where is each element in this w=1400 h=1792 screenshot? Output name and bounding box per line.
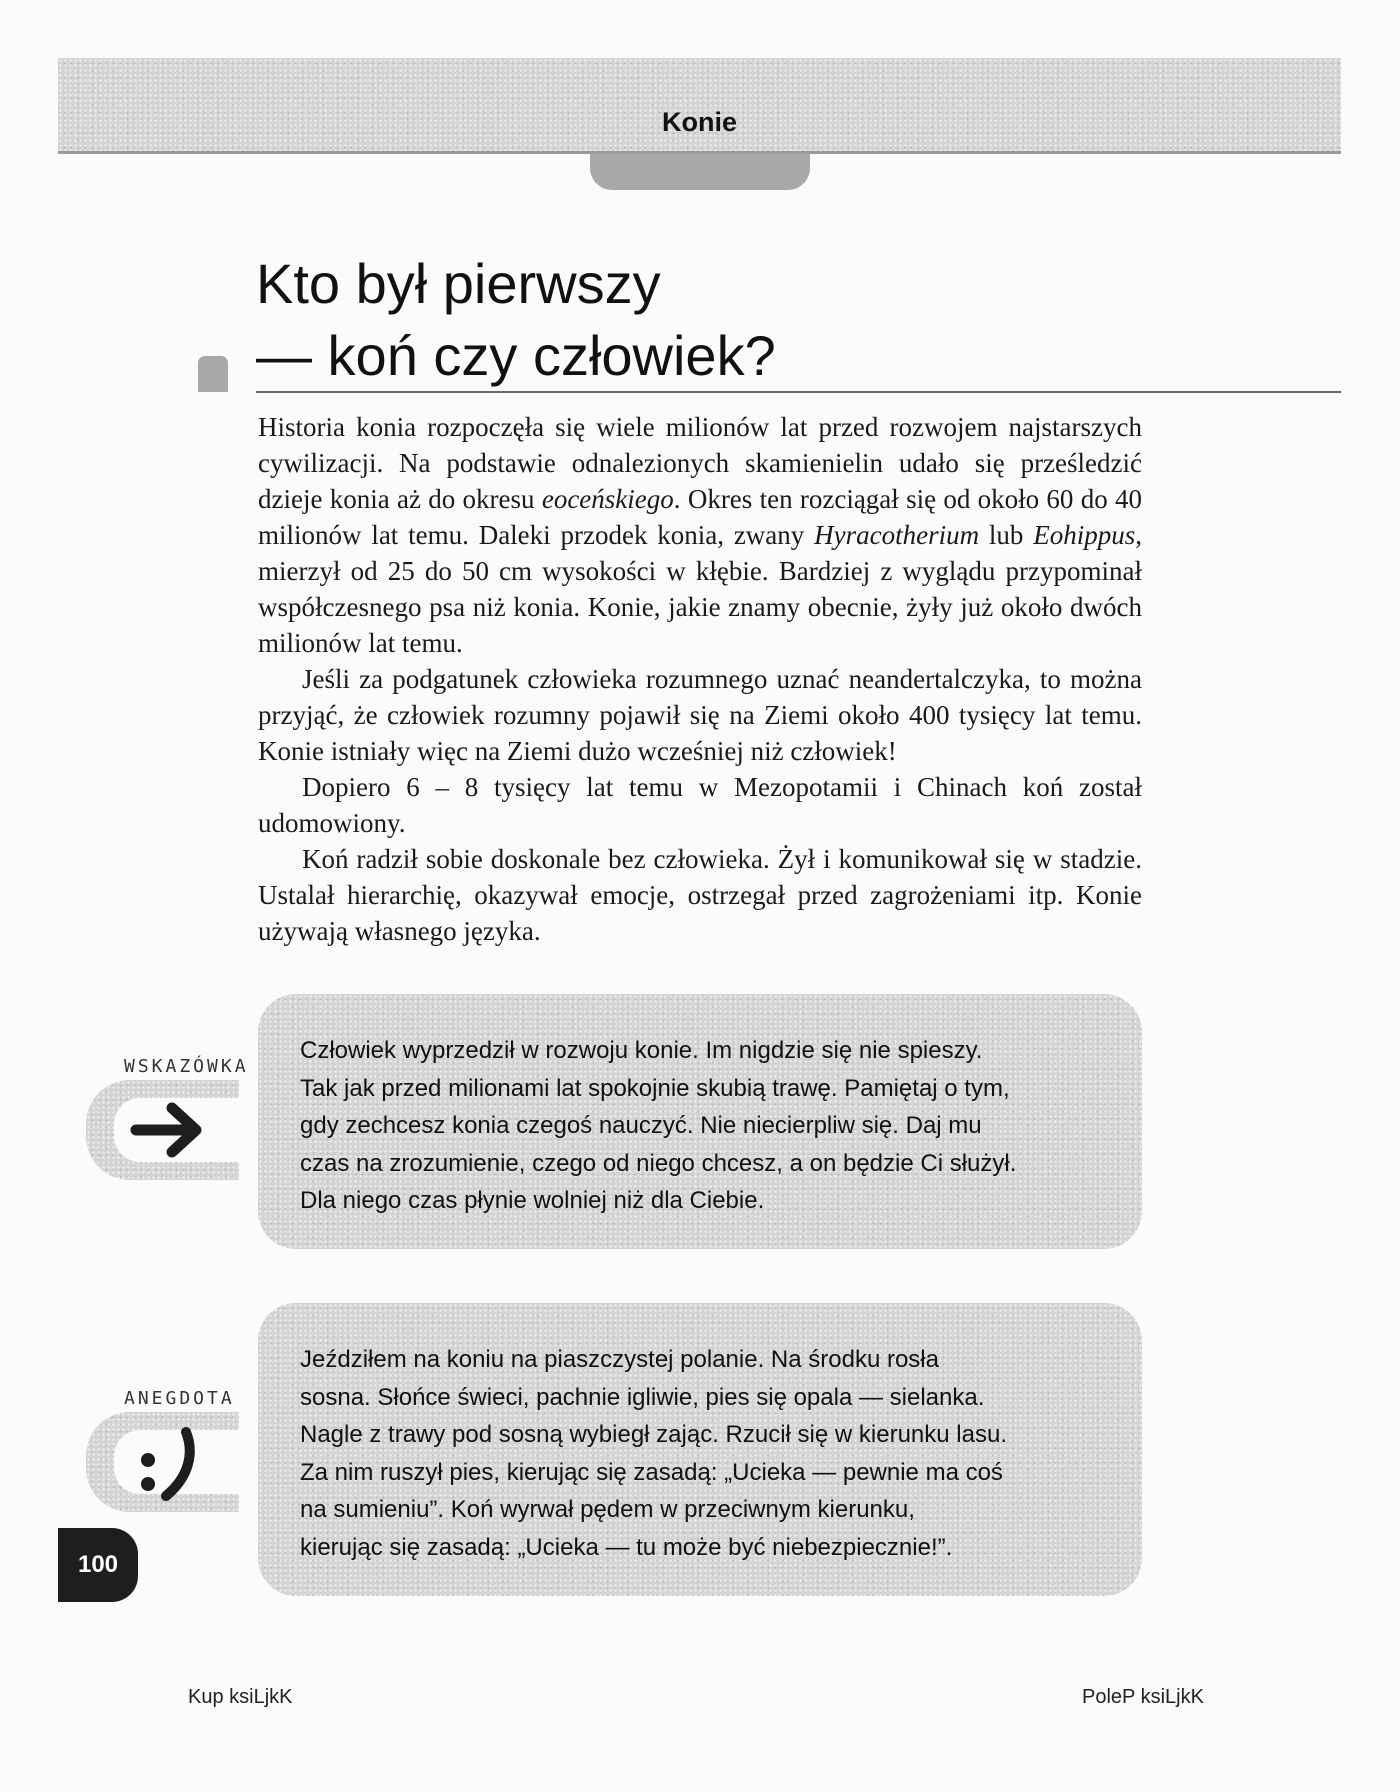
smiley-icon xyxy=(130,1422,210,1502)
hint-line: Dla niego czas płynie wolniej niż dla Ciebie. xyxy=(300,1187,765,1214)
paragraph-2: Jeśli za podgatunek człowieka rozumnego uznać neandertalczyka, to można przyjąć, że człowiek rozumny pojawił się na Ziemi około 400 tysięcy lat temu. Konie istniały więc na Ziemi dużo wcześniej niż człowiek! xyxy=(258,664,1142,766)
hint-line: Tak jak przed milionami lat spokojnie skubią trawę. Pamiętaj o tym, xyxy=(300,1074,1010,1102)
arrow-right-icon xyxy=(130,1100,210,1160)
hint-badge xyxy=(86,1054,249,1184)
article-title-line1: Kto był pierwszy xyxy=(256,252,661,315)
anecdote-label: ANEGDOTA xyxy=(124,1388,235,1409)
paragraph-1 xyxy=(258,409,1142,661)
anecdote-badge xyxy=(86,1386,239,1516)
text-run: , mierzył od 25 do 50 cm wysokości w kłębie. Bardziej z wyglądu przypominał współczesnego psa niż konia. Konie, jakie znamy obecnie, żyły już około dwóch milionów lat temu. xyxy=(258,520,1142,658)
hint-line: czas na zrozumienie, czego od niego chcesz, a on będzie Ci służył. xyxy=(300,1149,1017,1177)
chapter-title: Konie xyxy=(661,107,737,137)
anecdote-box xyxy=(258,1303,1142,1596)
text-run: lub xyxy=(979,520,1034,550)
text-run: . Okres ten rozciągał się od około 60 do 40 milionów lat temu. Daleki przodek konia, zwany xyxy=(258,484,1143,550)
article-body xyxy=(258,409,1142,949)
header-tab xyxy=(590,154,810,190)
anecdote-text xyxy=(300,1341,1100,1566)
article-title-line2: — koń czy człowiek? xyxy=(256,324,776,387)
hint-text xyxy=(300,1032,1100,1220)
hint-box xyxy=(258,994,1142,1249)
hint-line: Człowiek wyprzedził w rozwoju konie. Im nigdzie się nie spieszy. xyxy=(300,1037,983,1064)
page-number: 100 xyxy=(58,1528,138,1602)
chapter-header xyxy=(58,58,1341,154)
title-rule xyxy=(256,391,1341,393)
article-title xyxy=(256,248,776,392)
hint-label: WSKAZÓWKA xyxy=(124,1056,249,1077)
anecdote-line: na sumieniu”. Koń wyrwał pędem w przeciwnym kierunku, xyxy=(300,1496,915,1523)
hint-line: gdy zechcesz konia czegoś nauczyć. Nie niecierpliw się. Daj mu xyxy=(300,1112,982,1139)
buy-book-link[interactable]: Kup ksiLjkK xyxy=(188,1686,293,1708)
title-marker xyxy=(198,356,228,392)
anecdote-line: kierując się zasadą: „Ucieka — tu może być niebezpiecznie!”. xyxy=(300,1533,953,1561)
text-run: Historia konia rozpoczęła się wiele milionów lat przed rozwojem najstarszych cywilizacji. Na podstawie odnalezionych skamienielin udało się prześledzić dzieje konia aż do okresu xyxy=(258,412,1142,514)
italic-term: Eohippus xyxy=(1033,520,1136,550)
anecdote-line: Nagle z trawy pod sosną wybiegł zając. Rzucił się w kierunku lasu. xyxy=(300,1421,1007,1448)
anecdote-line: sosna. Słońce świeci, pachnie igliwie, pies się opala — sielanka. xyxy=(300,1383,985,1411)
italic-term: Hyracotherium xyxy=(814,520,980,550)
paragraph-4: Koń radził sobie doskonale bez człowieka. Żył i komunikował się w stadzie. Ustalał hierarchię, okazywał emocje, ostrzegał przed zagrożeniami itp. Konie używają własnego języka. xyxy=(258,844,1142,946)
paragraph-3: Dopiero 6 – 8 tysięcy lat temu w Mezopotamii i Chinach koń został udomowiony. xyxy=(258,772,1142,838)
anecdote-line: Jeździłem na koniu na piaszczystej polanie. Na środku rosła xyxy=(300,1346,939,1373)
anecdote-line: Za nim ruszył pies, kierując się zasadą: „Ucieka — pewnie ma coś xyxy=(300,1458,1003,1486)
recommend-book-link[interactable]: PoleP ksiLjkK xyxy=(1082,1686,1204,1708)
italic-term: eoceńskiego xyxy=(541,484,674,514)
